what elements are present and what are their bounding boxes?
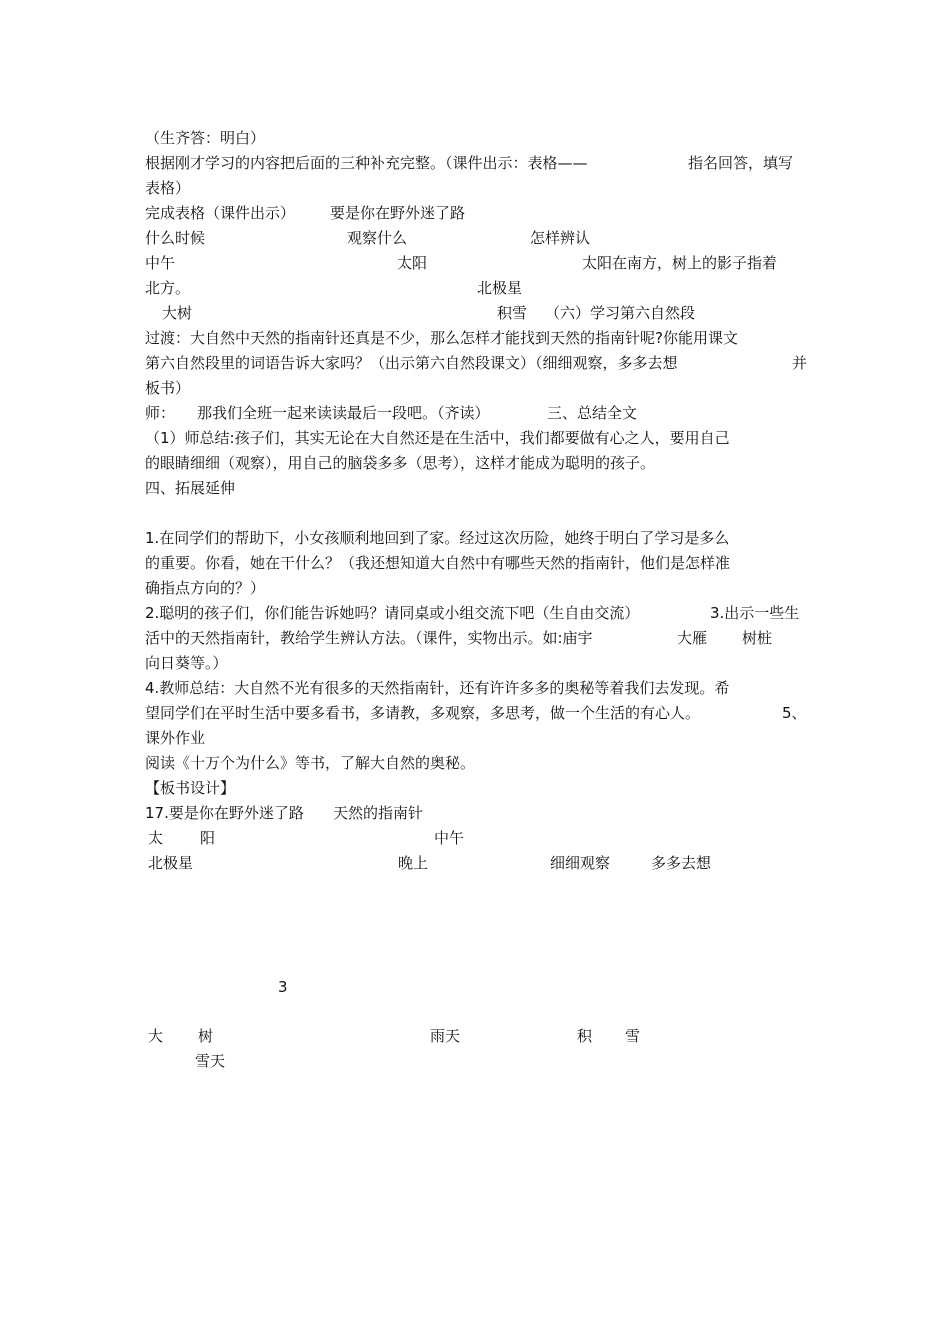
table-cell: 积雪: [497, 304, 528, 322]
board-item: 大: [148, 1027, 164, 1045]
table-cell: 太阳: [397, 254, 428, 272]
section-heading: （六）学习第六自然段: [545, 304, 696, 322]
text-line: （1）师总结:孩子们，其实无论在大自然还是在生活中，我们都要做有心之人，要用自己: [145, 429, 730, 447]
board-item: 雪天: [195, 1052, 226, 1070]
board-item: 雨天: [430, 1027, 461, 1045]
text-line: 树桩: [742, 629, 773, 647]
text-line: 板书）: [145, 379, 191, 397]
section-heading: 三、总结全文: [547, 404, 638, 422]
text-line: 2.聪明的孩子们，你们能告诉她吗？请同桌或小组交流下吧（生自由交流）: [145, 604, 640, 622]
text-line: 那我们全班一起来读读最后一段吧。（齐读）: [197, 404, 490, 422]
text-line: 完成表格（课件出示）: [145, 204, 296, 222]
text-line: 活中的天然指南针，教给学生辨认方法。（课件，实物出示。如:庙宇: [145, 629, 593, 647]
text-line: 课外作业: [145, 729, 206, 747]
text-line: 1.在同学们的帮助下，小女孩顺利地回到了家。经过这次历险，她终于明白了学习是多么: [145, 529, 730, 547]
text-line: 的眼睛细细（观察），用自己的脑袋多多（思考），这样才能成为聪明的孩子。: [145, 454, 656, 472]
text-line: 根据刚才学习的内容把后面的三种补充完整。（课件出示：表格——: [145, 154, 588, 172]
section-heading: 四、拓展延伸: [145, 479, 236, 497]
text-line: （生齐答：明白）: [145, 129, 266, 147]
text-line: 的重要。你看，她在干什么？（我还想知道大自然中有哪些天然的指南针，他们是怎样准: [145, 554, 731, 572]
text-line: 3.出示一些生: [710, 604, 800, 622]
board-item: 中午: [434, 829, 465, 847]
board-item: 太: [148, 829, 164, 847]
board-title: 17.要是你在野外迷了路: [145, 804, 304, 822]
text-line: 并: [792, 354, 808, 372]
table-cell: 北极星: [477, 279, 523, 297]
board-item: 雪: [625, 1027, 641, 1045]
board-item: 晚上: [398, 854, 429, 872]
text-line: 望同学们在平时生活中要多看书，多请教，多观察，多思考，做一个生活的有心人。: [145, 704, 701, 722]
text-line: 向日葵等。）: [145, 654, 228, 672]
table-header-cell: 什么时候: [145, 229, 206, 247]
text-line: 阅读《十万个为什么》等书，了解大自然的奥秘。: [145, 754, 476, 772]
text-line: 大雁: [677, 629, 708, 647]
text-line: 表格）: [145, 179, 191, 197]
text-line: 确指点方向的？）: [145, 579, 266, 597]
table-header-cell: 怎样辨认: [530, 229, 591, 247]
text-line: 4.教师总结：大自然不光有很多的天然指南针，还有许许多多的奥秘等着我们去发现。希: [145, 679, 730, 697]
board-item: 多多去想: [651, 854, 712, 872]
table-header-cell: 观察什么: [347, 229, 408, 247]
table-cell: 北方。: [145, 279, 191, 297]
board-item: 积: [577, 1027, 593, 1045]
board-item: 细细观察: [550, 854, 611, 872]
text-line: 要是你在野外迷了路: [330, 204, 466, 222]
text-line: 5、: [782, 704, 807, 722]
text-line: 第六自然段里的词语告诉大家吗？（出示第六自然段课文）（细细观察，多多去想: [145, 354, 678, 372]
text-line: 指名回答，填写: [688, 154, 794, 172]
page-number: 3: [278, 978, 288, 996]
board-item: 北极星: [148, 854, 194, 872]
table-cell: 太阳在南方，树上的影子指着: [582, 254, 778, 272]
text-line: 师：: [145, 404, 176, 422]
board-title: 天然的指南针: [333, 804, 424, 822]
text-line: 过渡：大自然中天然的指南针还真是不少，那么怎样才能找到天然的指南针呢?你能用课文: [145, 329, 738, 347]
section-heading: 【板书设计】: [145, 779, 236, 797]
table-cell: 中午: [145, 254, 176, 272]
board-item: 树: [198, 1027, 214, 1045]
board-item: 阳: [200, 829, 216, 847]
table-cell: 大树: [162, 304, 193, 322]
